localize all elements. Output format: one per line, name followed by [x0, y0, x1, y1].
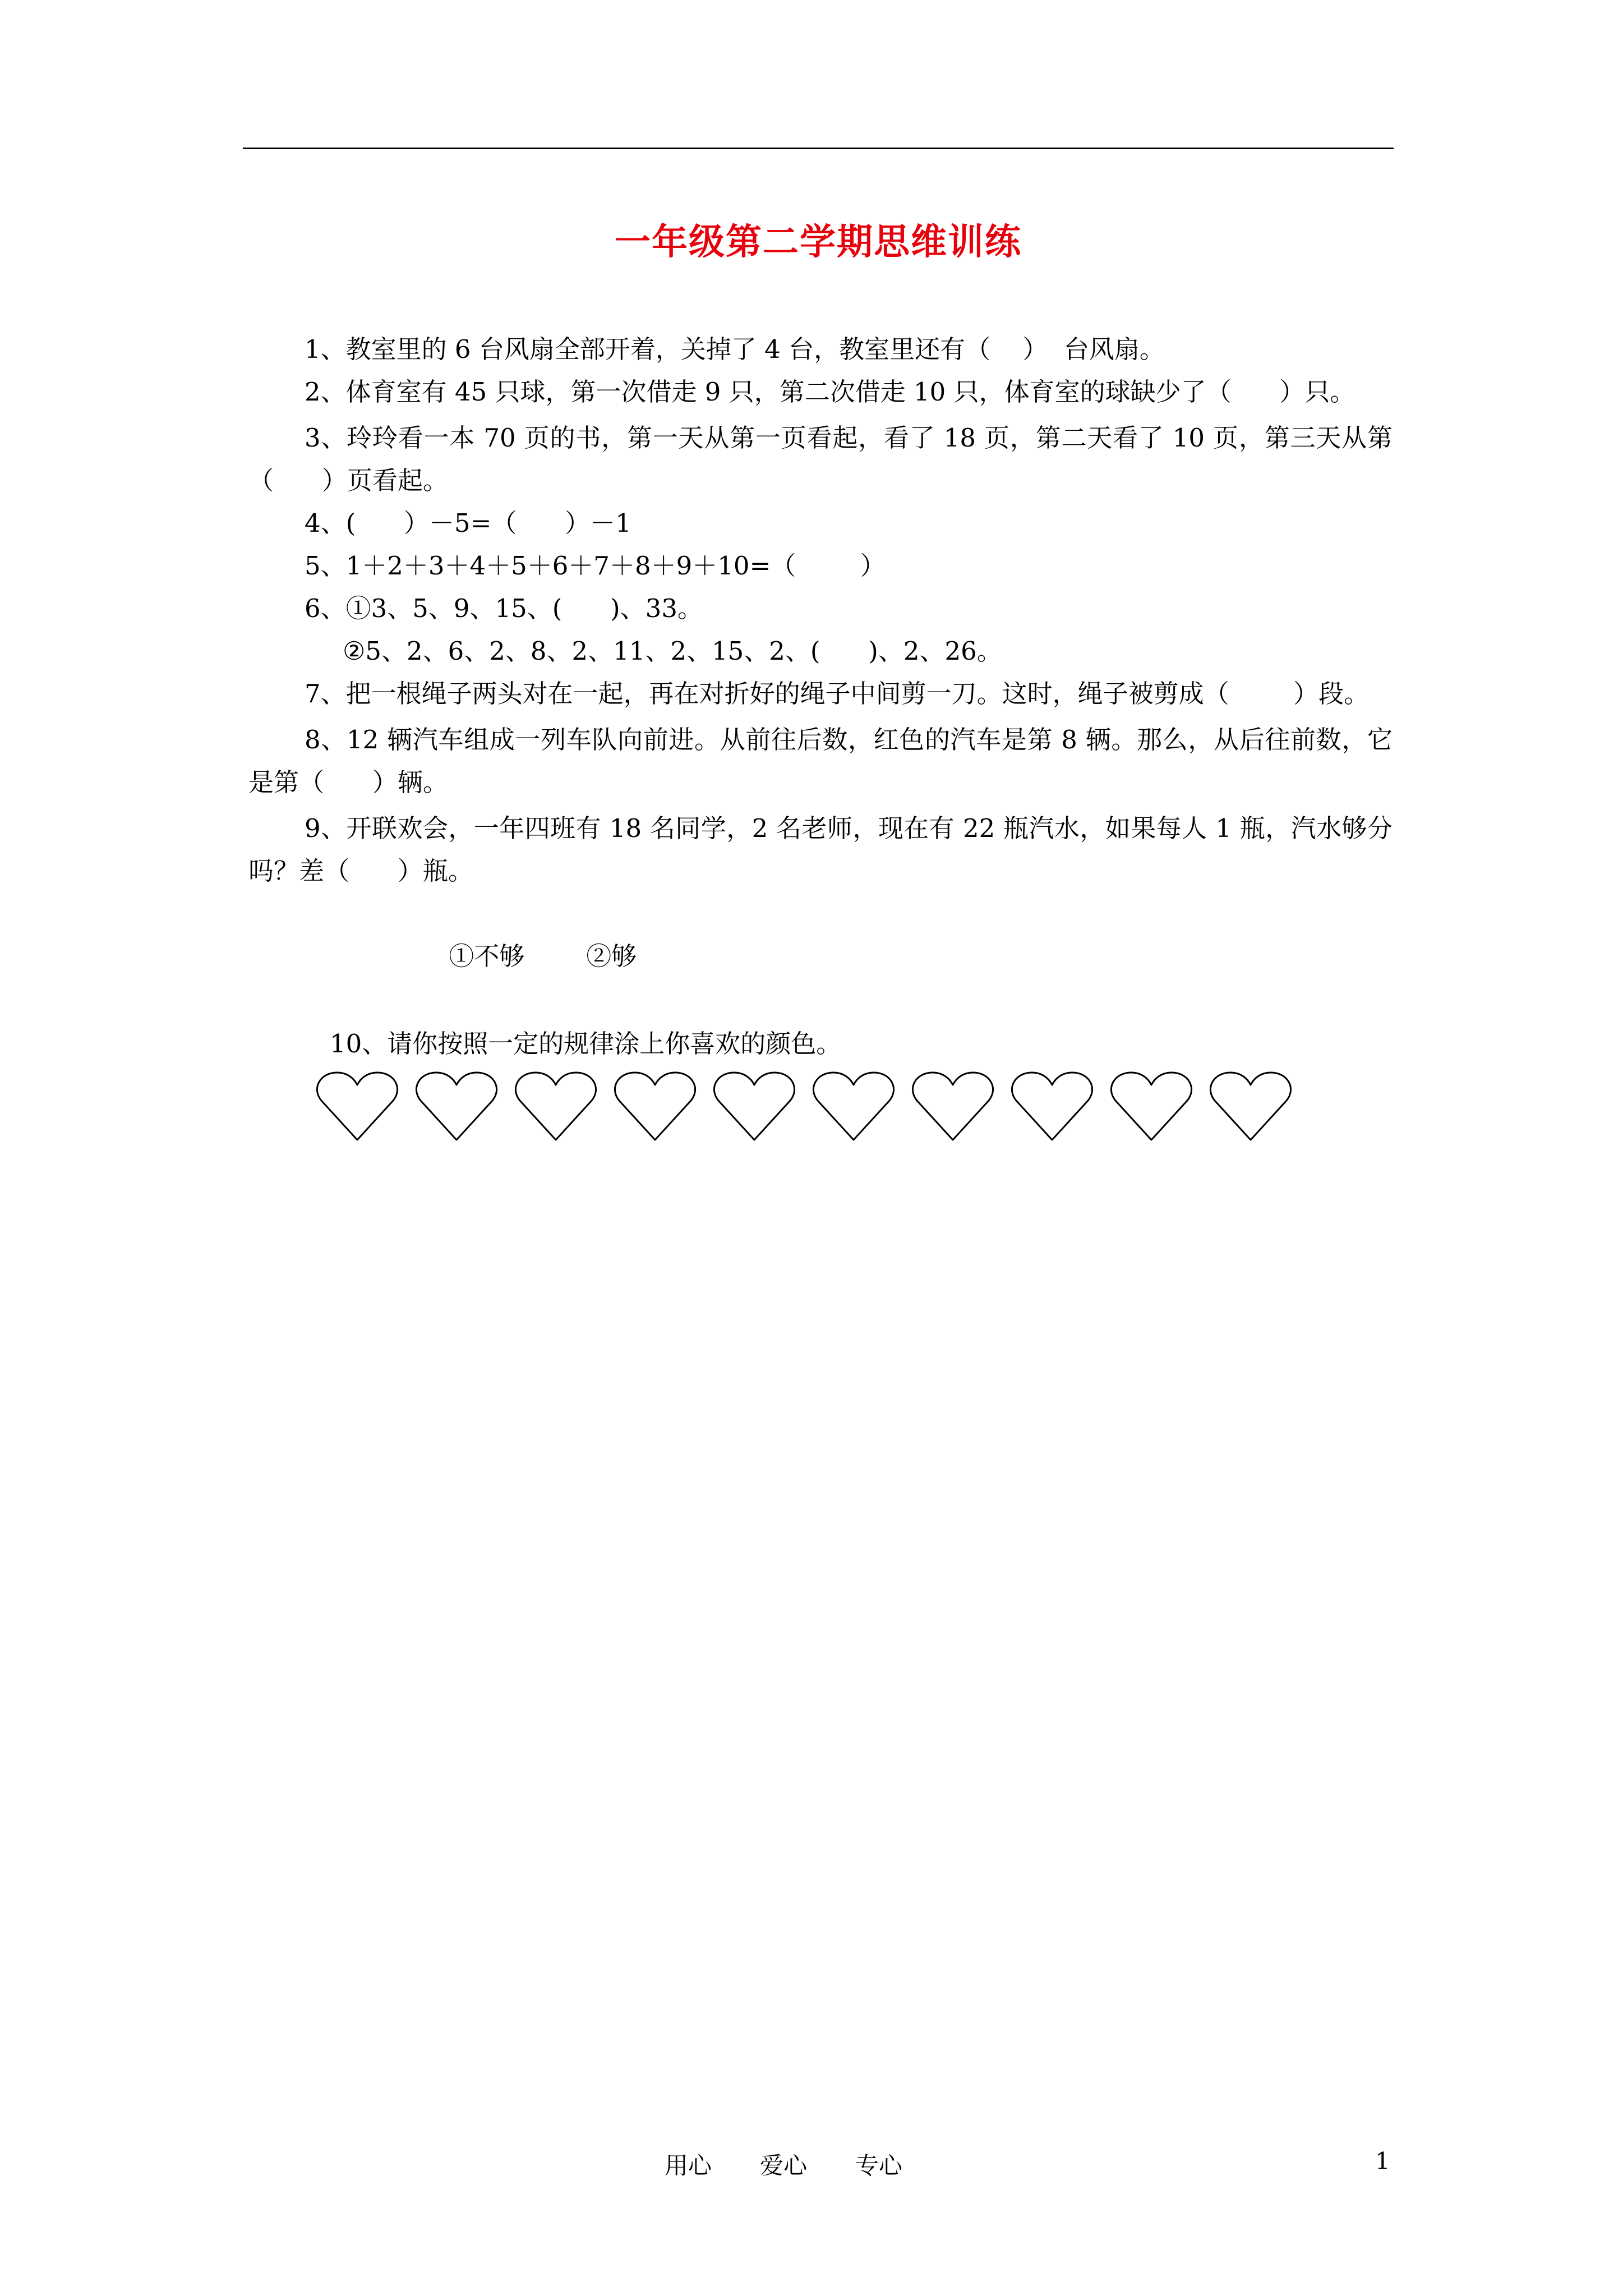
- question-7: 7、把一根绳子两头对在一起，再在对折好的绳子中间剪一刀。这时，绳子被剪成（ ）段。: [305, 679, 1370, 708]
- heart-outline-icon: [813, 1071, 894, 1142]
- question-2: 2、体育室有 45 只球，第一次借走 9 只，第二次借走 10 只，体育室的球缺少了（ ）只。: [305, 377, 1355, 407]
- option-enough: ②够: [586, 941, 637, 971]
- footer: [665, 2147, 902, 2181]
- question-6-part-2: ②5、2、6、2、8、2、11、2、15、2、( )、2、26。: [343, 636, 1002, 666]
- heart-outline-icon: [912, 1071, 993, 1142]
- heart-outline-icon: [416, 1071, 497, 1142]
- heart-outline-icon: [1012, 1071, 1092, 1142]
- heart-outline-icon: [317, 1071, 398, 1142]
- question-6-part-1: 6、①3、5、9、15、( )、33。: [305, 593, 703, 623]
- question-5: 5、1＋2＋3＋4＋5＋6＋7＋8＋9＋10=（ ）: [305, 551, 886, 581]
- heart-outline-icon: [714, 1071, 795, 1142]
- heart-outline-icon: [615, 1071, 695, 1142]
- question-9-options: [248, 892, 1393, 1020]
- header-rule: [243, 148, 1394, 149]
- question-4: 4、( ）－5=（ ）－1: [305, 508, 631, 538]
- question-list: [248, 328, 1393, 1065]
- heart-outline-icon: [1210, 1071, 1291, 1142]
- heart-outline-icon: [1111, 1071, 1192, 1142]
- page-title: 一年级第二学期思维训练: [615, 221, 1022, 263]
- option-not-enough: ①不够: [449, 941, 525, 971]
- footer-item-zhuanxin: 专心: [855, 2152, 903, 2179]
- page-number: 1: [1375, 2147, 1390, 2175]
- question-3: 3、玲玲看一本 70 页的书，第一天从第一页看起，看了 18 页，第二天看了 10 页，第三天从第（ ）页看起。: [248, 423, 1393, 495]
- question-8: 8、12 辆汽车组成一列车队向前进。从前往后数，红色的汽车是第 8 辆。那么，从后往前数，它是第（ ）辆。: [248, 725, 1393, 797]
- heart-row: [317, 1071, 1321, 1150]
- question-10: 10、请你按照一定的规律涂上你喜欢的颜色。: [330, 1029, 842, 1059]
- question-1: 1、教室里的 6 台风扇全部开着，关掉了 4 台，教室里还有（ ） 台风扇。: [305, 334, 1165, 364]
- footer-item-yongxin: 用心: [665, 2152, 712, 2179]
- footer-item-aixin: 爱心: [760, 2152, 808, 2179]
- question-9: 9、开联欢会，一年四班有 18 名同学，2 名老师，现在有 22 瓶汽水，如果每人 1 瓶，汽水够分吗？差（ ）瓶。: [248, 813, 1393, 886]
- heart-outline-icon: [515, 1071, 596, 1142]
